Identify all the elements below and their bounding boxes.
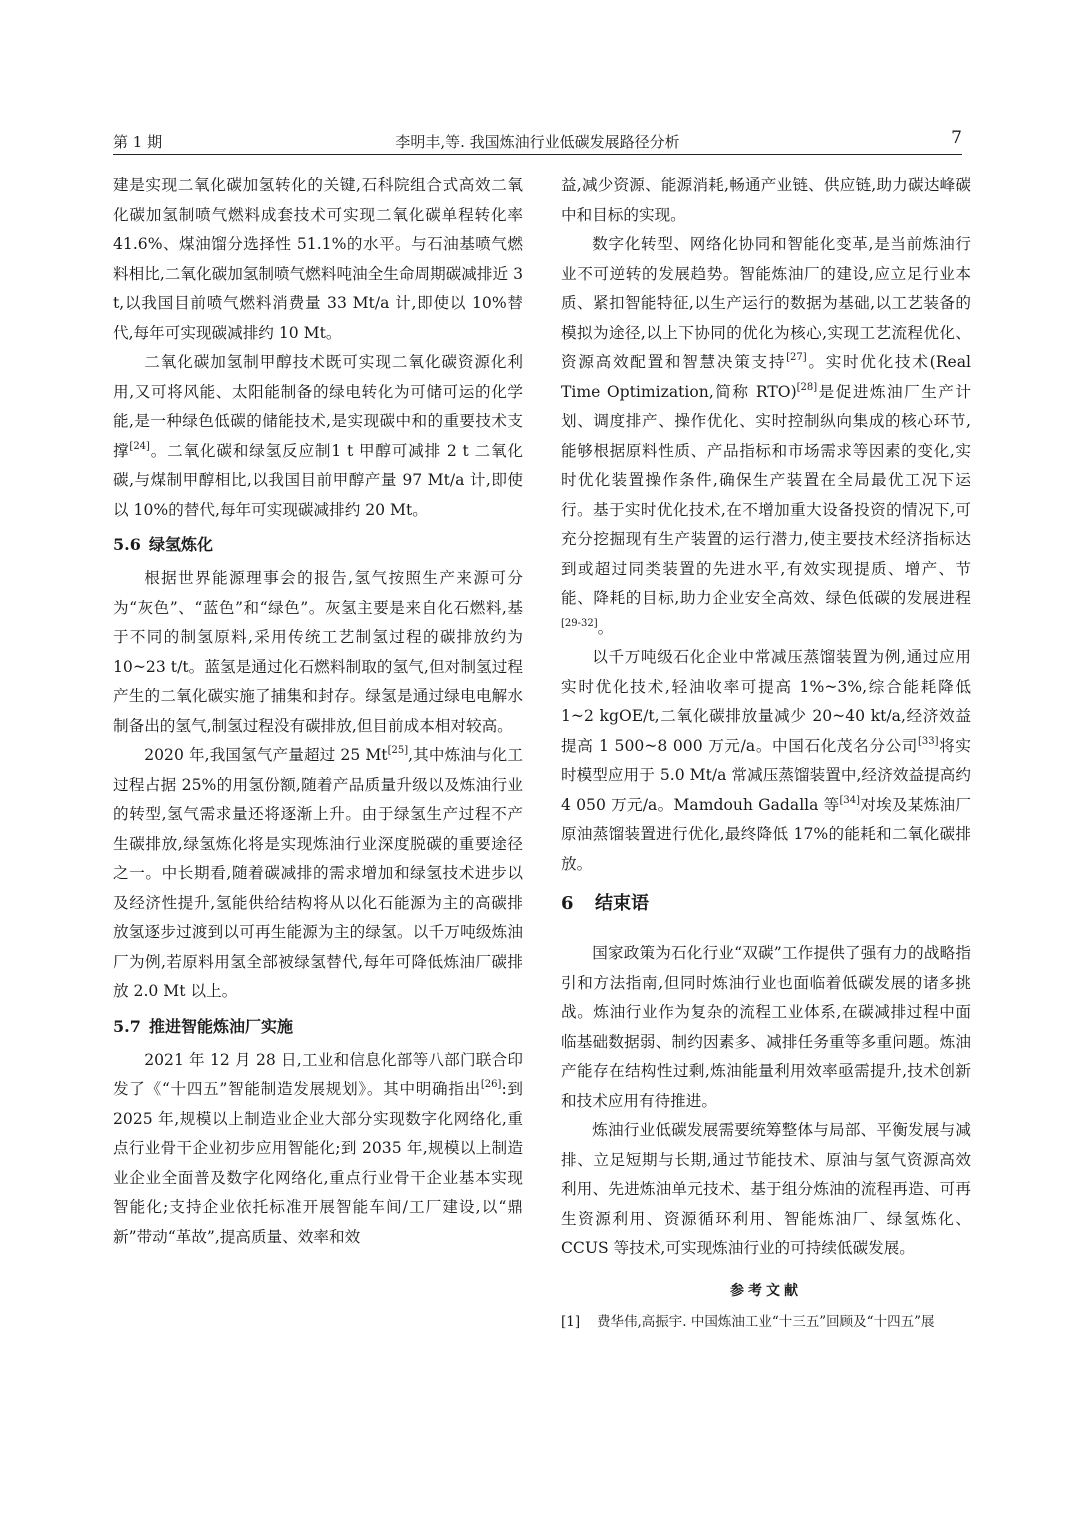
references-heading: 参考文献: [730, 1282, 802, 1299]
left-column: [113, 171, 523, 1252]
citation[interactable]: [26]: [480, 1079, 502, 1090]
citation[interactable]: [33]: [918, 735, 939, 747]
running-title: 李明丰,等. 我国炼油行业低碳发展路径分析: [395, 133, 680, 151]
paragraph: 建是实现二氧化碳加氢转化的关键,石科院组合式高效二氧化碳加氢制喷气燃料成套技术可实现二氧化碳单程转化率 41.6%、煤油馏分选择性 51.1%的水平。与石油基喷气燃料相比,二氧化碳加氢制喷气燃料吨油全生命周期碳减排近 3 t,以我国目前喷气燃料消费量 33 Mt/a 计,即使以 10%替代,每年可实现碳减排约 10 Mt。: [113, 176, 523, 342]
paragraph: 根据世界能源理事会的报告,氢气按照生产来源可分为“灰色”、“蓝色”和“绿色”。灰氢主要是来自化石燃料,基于不同的制氢原料,采用传统工艺制氢过程的碳排放约为 10~23 t/t。蓝氢是通过化石燃料制取的氢气,但对制氢过程产生的二氧化碳实施了捕集和封存。绿氢是通过绿电电解水制备出的氢气,制氢过程没有碳排放,但目前成本相对较高。: [113, 569, 523, 735]
paragraph: 以千万吨级石化企业中常减压蒸馏装置为例,通过应用实时优化技术,轻油收率可提高 1%~3%,综合能耗降低 1~2 kgOE/t,二氧化碳排放量减少 20~40 kt/a,经济效益提高 1 500~8 000 万元/a。中国石化茂名分公司[33]将实时模型应用于 5.0 Mt/a 常减压蒸馏装置中,经济效益提高约 4 050 万元/a。Mamdouh Gadalla 等[34]对埃及某炼油厂原油蒸馏装置进行优化,最终降低 17%的能耗和二氧化碳排放。: [561, 648, 971, 873]
citation[interactable]: [24]: [129, 440, 150, 452]
section-heading-5-7: 5.7 推进智能炼油厂实施: [113, 1016, 294, 1036]
citation[interactable]: [34]: [839, 794, 861, 806]
citation[interactable]: [27]: [786, 352, 807, 363]
paragraph: 数字化转型、网络化协同和智能化变革,是当前炼油行业不可逆转的发展趋势。智能炼油厂的建设,应立足行业本质、紧扣智能特征,以生产运行的数据为基础,以工艺装备的模拟为途径,以上下协同的优化为核心,实现工艺流程优化、资源高效配置和智慧决策支持[27]。实时优化技术(Real Time Optimization,简称 RTO)[28]是促进炼油厂生产计划、调度排产、操作优化、实时控制纵向集成的核心环节,能够根据原料性质、产品指标和市场需求等因素的变化,实时优化装置操作条件,确保生产装置在全局最优工况下运行。基于实时优化技术,在不增加重大设备投资的情况下,可充分挖掘现有生产装置的运行潜力,使主要技术经济指标达到或超过同类装置的先进水平,有效实现提质、增产、节能、降耗的目标,助力企业安全高效、绿色低碳的发展进程[29-32]。: [561, 235, 971, 637]
paragraph: 益,减少资源、能源消耗,畅通产业链、供应链,助力碳达峰碳中和目标的实现。: [561, 176, 971, 224]
paragraph: 二氧化碳加氢制甲醇技术既可实现二氧化碳资源化利用,又可将风能、太阳能制备的绿电转化为可储可运的化学能,是一种绿色低碳的储能技术,是实现碳中和的重要技术支撑[24]。二氧化碳和绿氢反应制1 t 甲醇可减排 2 t 二氧化碳,与煤制甲醇相比,以我国目前甲醇产量 97 Mt/a 计,即使以 10%的替代,每年可实现碳减排约 20 Mt。: [113, 353, 523, 519]
issue-label: 第 1 期: [113, 133, 163, 151]
running-header: [113, 128, 962, 155]
paragraph: 2021 年 12 月 28 日,工业和信息化部等八部门联合印发了《“十四五”智能制造发展规划》。其中明确指出[26]:到 2025 年,规模以上制造业企业大部分实现数字化网络化,重点行业骨干企业初步应用智能化;到 2035 年,规模以上制造业企业全面普及数字化网络化,重点行业骨干企业基本实现智能化;支持企业依托标准开展智能车间/工厂建设,以“鼎新”带动“革故”,提高质量、效率和效: [113, 1050, 523, 1246]
citation[interactable]: [25]: [387, 745, 409, 756]
citation[interactable]: [29-32]: [561, 617, 598, 629]
section-heading-6: 6 结束语: [561, 893, 649, 914]
right-column: [561, 171, 971, 1334]
section-heading-5-6: 5.6 绿氢炼化: [113, 535, 214, 554]
page-number: 7: [951, 128, 962, 148]
paragraph: 国家政策为石化行业“双碳”工作提供了强有力的战略指引和方法指南,但同时炼油行业也面临着低碳发展的诸多挑战。炼油行业作为复杂的流程工业体系,在碳减排过程中面临基础数据弱、制约因素多、减排任务重等多重问题。炼油产能存在结构性过剩,炼油能量利用效率亟需提升,技术创新和技术应用有待推进。: [561, 944, 971, 1110]
paragraph: 2020 年,我国氢气产量超过 25 Mt[25],其中炼油与化工过程占据 25%的用氢份额,随着产品质量升级以及炼油行业的转型,氢气需求量还将逐渐上升。由于绿氢生产过程不产生碳排放,绿氢炼化将是实现炼油行业深度脱碳的重要途径之一。中长期看,随着碳减排的需求增加和绿氢技术进步以及经济性提升,氢能供给结构将从以化石能源为主的高碳排放氢逐步过渡到以可再生能源为主的绿氢。以千万吨级炼油厂为例,若原料用氢全部被绿氢替代,每年可降低炼油厂碳排放 2.0 Mt 以上。: [113, 745, 523, 1000]
citation[interactable]: [28]: [796, 381, 818, 393]
reference-item: [1] 费华伟,高振宇. 中国炼油工业“十三五”回顾及“十四五”展: [561, 1313, 935, 1330]
paragraph: 炼油行业低碳发展需要统筹整体与局部、平衡发展与减排、立足短期与长期,通过节能技术、原油与氢气资源高效利用、先进炼油单元技术、基于组分炼油的流程再造、可再生资源利用、资源循环利用、智能炼油厂、绿氢炼化、CCUS 等技术,可实现炼油行业的可持续低碳发展。: [561, 1121, 971, 1257]
